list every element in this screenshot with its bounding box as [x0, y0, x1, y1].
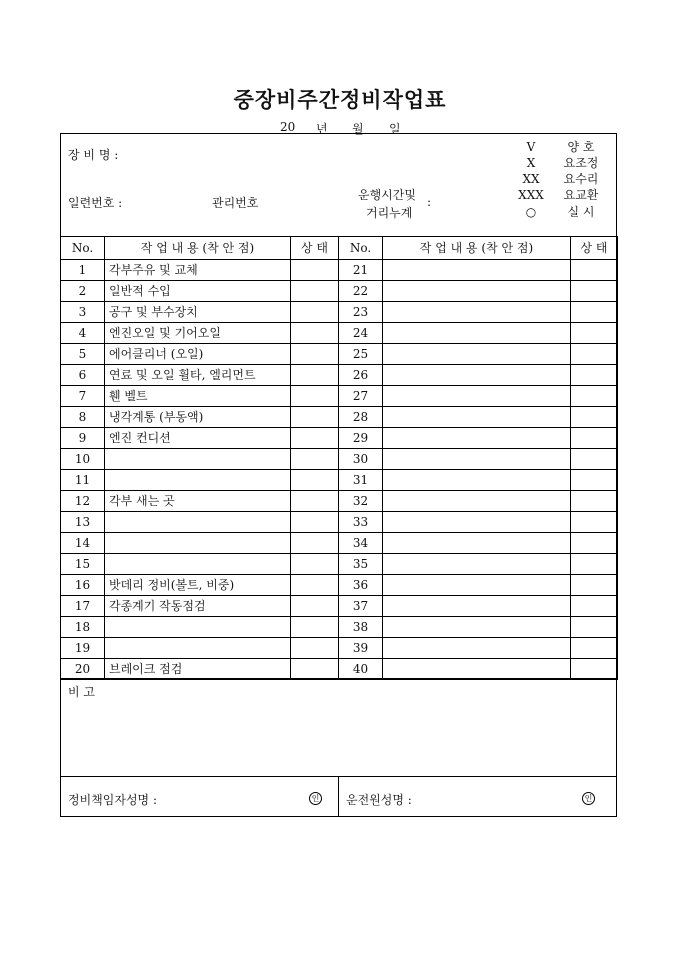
- date-day-unit: 일: [389, 122, 401, 136]
- work-item: [105, 470, 291, 491]
- status-cell: [571, 449, 618, 470]
- remarks-top-border: [60, 678, 617, 679]
- legend-item: [505, 186, 605, 203]
- remarks-label: 비 고: [68, 685, 95, 699]
- work-item: 각종계기 작동점검: [105, 596, 291, 617]
- status-cell: [291, 407, 339, 428]
- status-cell: [571, 386, 618, 407]
- row-number: 1: [61, 260, 105, 281]
- work-item: [383, 344, 571, 365]
- row-number: 30: [339, 449, 383, 470]
- table-row: [61, 407, 618, 428]
- row-number: 26: [339, 365, 383, 386]
- status-cell: [571, 281, 618, 302]
- table-row: [61, 638, 618, 659]
- driver-label: 운전원성명 :: [346, 793, 412, 807]
- work-item: [383, 512, 571, 533]
- status-cell: [571, 470, 618, 491]
- legend-meaning: 요교환: [563, 188, 599, 202]
- work-item: 밧데리 정비(볼트, 비중): [105, 575, 291, 596]
- row-number: 34: [339, 533, 383, 554]
- row-number: 25: [339, 344, 383, 365]
- row-number: 12: [61, 491, 105, 512]
- date-year-unit: 년: [316, 122, 328, 136]
- status-cell: [571, 575, 618, 596]
- footer-divider: [338, 776, 339, 816]
- row-number: 24: [339, 323, 383, 344]
- status-cell: [571, 260, 618, 281]
- table-row: [61, 575, 618, 596]
- work-item: 엔진오일 및 기어오일: [105, 323, 291, 344]
- work-item: 연료 및 오일 휠타, 엘리먼트: [105, 365, 291, 386]
- row-number: 29: [339, 428, 383, 449]
- row-number: 8: [61, 407, 105, 428]
- status-cell: [571, 407, 618, 428]
- equipment-name-label: 장 비 명 :: [68, 148, 119, 162]
- row-number: 14: [61, 533, 105, 554]
- table-row: [61, 512, 618, 533]
- legend-symbol: XX: [522, 172, 540, 186]
- row-number: 4: [61, 323, 105, 344]
- work-item: [383, 323, 571, 344]
- legend-symbol: X: [526, 156, 536, 170]
- work-item: 일반적 수입: [105, 281, 291, 302]
- work-item: [105, 638, 291, 659]
- work-item: [383, 596, 571, 617]
- status-cell: [571, 533, 618, 554]
- hours-colon: :: [427, 195, 432, 209]
- date-month-unit: 월: [352, 122, 364, 136]
- work-item: [105, 617, 291, 638]
- work-item: [383, 470, 571, 491]
- table-row: [61, 470, 618, 491]
- row-number: 9: [61, 428, 105, 449]
- row-number: 2: [61, 281, 105, 302]
- legend-item: [505, 203, 605, 220]
- work-item: [383, 302, 571, 323]
- status-cell: [291, 659, 339, 680]
- work-item: [105, 449, 291, 470]
- table-row: [61, 323, 618, 344]
- row-number: 6: [61, 365, 105, 386]
- work-item: 냉각계통 (부동액): [105, 407, 291, 428]
- work-item: 브레이크 점검: [105, 659, 291, 680]
- table-row: [61, 302, 618, 323]
- row-number: 5: [61, 344, 105, 365]
- status-cell: [291, 533, 339, 554]
- row-number: 11: [61, 470, 105, 491]
- legend-meaning: 요조정: [563, 156, 599, 170]
- table-row: [61, 449, 618, 470]
- table-row: [61, 344, 618, 365]
- legend-item: [505, 154, 605, 171]
- row-number: 19: [61, 638, 105, 659]
- row-number: 17: [61, 596, 105, 617]
- row-number: 20: [61, 659, 105, 680]
- status-cell: [291, 281, 339, 302]
- row-number: 40: [339, 659, 383, 680]
- seal-stamp: 인: [582, 792, 595, 805]
- work-item: [383, 449, 571, 470]
- maintenance-seal-mark: [309, 790, 322, 805]
- col-work-header: 작 업 내 용 (착 안 점): [105, 237, 291, 260]
- hours-label-line1: 운행시간및: [358, 188, 416, 202]
- status-cell: [571, 554, 618, 575]
- row-number: 37: [339, 596, 383, 617]
- work-items-body: [61, 260, 618, 680]
- serial-number-label: 일련번호 :: [68, 196, 123, 210]
- row-number: 13: [61, 512, 105, 533]
- table-row: [61, 281, 618, 302]
- work-item: 공구 및 부수장치: [105, 302, 291, 323]
- legend-symbol: XXX: [518, 188, 544, 202]
- col-status-header: 상 태: [291, 237, 339, 260]
- work-item: [383, 491, 571, 512]
- row-number: 10: [61, 449, 105, 470]
- work-item: [383, 617, 571, 638]
- col-work-header: 작 업 내 용 (착 안 점): [383, 237, 571, 260]
- status-cell: [291, 449, 339, 470]
- work-item: [383, 638, 571, 659]
- table-row: [61, 617, 618, 638]
- legend-meaning: 요수리: [563, 172, 599, 186]
- work-item: [105, 554, 291, 575]
- work-item: [383, 407, 571, 428]
- row-number: 39: [339, 638, 383, 659]
- status-cell: [291, 491, 339, 512]
- status-cell: [291, 386, 339, 407]
- row-number: 28: [339, 407, 383, 428]
- row-number: 15: [61, 554, 105, 575]
- table-row: [61, 659, 618, 680]
- table-row: [61, 533, 618, 554]
- maintenance-manager-label: 정비책임자성명 :: [68, 793, 158, 807]
- table-row: [61, 386, 618, 407]
- row-number: 32: [339, 491, 383, 512]
- legend-symbol: V: [526, 140, 536, 154]
- status-cell: [571, 428, 618, 449]
- status-cell: [571, 596, 618, 617]
- status-cell: [571, 659, 618, 680]
- row-number: 3: [61, 302, 105, 323]
- status-cell: [291, 323, 339, 344]
- work-item: [105, 512, 291, 533]
- legend-item: [505, 170, 605, 187]
- table-row: [61, 260, 618, 281]
- work-item: 각부주유 및 교체: [105, 260, 291, 281]
- row-number: 27: [339, 386, 383, 407]
- table-row: [61, 428, 618, 449]
- row-number: 21: [339, 260, 383, 281]
- status-cell: [291, 428, 339, 449]
- status-cell: [291, 470, 339, 491]
- col-no-header: No.: [61, 237, 105, 260]
- table-header-row: [61, 237, 618, 260]
- status-cell: [291, 344, 339, 365]
- status-cell: [571, 323, 618, 344]
- work-item: 엔진 컨디션: [105, 428, 291, 449]
- work-item: [383, 554, 571, 575]
- status-cell: [571, 617, 618, 638]
- date-year: 20: [280, 120, 296, 134]
- hours-label-line2: 거리누계: [366, 206, 413, 220]
- work-item: [383, 386, 571, 407]
- row-number: 31: [339, 470, 383, 491]
- col-status-header: 상 태: [571, 237, 618, 260]
- status-cell: [571, 365, 618, 386]
- table-row: [61, 365, 618, 386]
- status-cell: [291, 617, 339, 638]
- work-items-table: [60, 236, 618, 680]
- status-cell: [291, 302, 339, 323]
- work-item: [383, 365, 571, 386]
- row-number: 16: [61, 575, 105, 596]
- row-number: 7: [61, 386, 105, 407]
- work-item: [105, 533, 291, 554]
- status-cell: [291, 365, 339, 386]
- status-cell: [291, 512, 339, 533]
- row-number: 22: [339, 281, 383, 302]
- work-item: [383, 281, 571, 302]
- driver-seal-mark: [582, 790, 595, 805]
- legend-meaning: 양 호: [567, 140, 595, 154]
- legend-item: [505, 138, 605, 155]
- status-cell: [291, 575, 339, 596]
- status-cell: [571, 302, 618, 323]
- work-item: 휀 벨트: [105, 386, 291, 407]
- work-item: 에어클리너 (오일): [105, 344, 291, 365]
- row-number: 33: [339, 512, 383, 533]
- work-item: [383, 428, 571, 449]
- legend-meaning: 실 시: [567, 205, 595, 219]
- col-no-header: No.: [339, 237, 383, 260]
- table-row: [61, 554, 618, 575]
- row-number: 23: [339, 302, 383, 323]
- work-item: [383, 533, 571, 554]
- legend-symbol: ○: [525, 205, 537, 219]
- management-number-label: 관리번호: [212, 196, 259, 210]
- seal-stamp: 인: [309, 792, 322, 805]
- row-number: 36: [339, 575, 383, 596]
- page-title: 중장비주간정비작업표: [233, 87, 447, 112]
- status-cell: [571, 344, 618, 365]
- row-number: 18: [61, 617, 105, 638]
- status-cell: [291, 596, 339, 617]
- row-number: 38: [339, 617, 383, 638]
- work-item: [383, 575, 571, 596]
- status-cell: [291, 260, 339, 281]
- work-item: 각부 새는 곳: [105, 491, 291, 512]
- status-cell: [291, 554, 339, 575]
- table-row: [61, 491, 618, 512]
- status-cell: [571, 491, 618, 512]
- status-cell: [571, 638, 618, 659]
- work-item: [383, 260, 571, 281]
- work-item: [383, 659, 571, 680]
- status-cell: [571, 512, 618, 533]
- table-row: [61, 596, 618, 617]
- row-number: 35: [339, 554, 383, 575]
- status-cell: [291, 638, 339, 659]
